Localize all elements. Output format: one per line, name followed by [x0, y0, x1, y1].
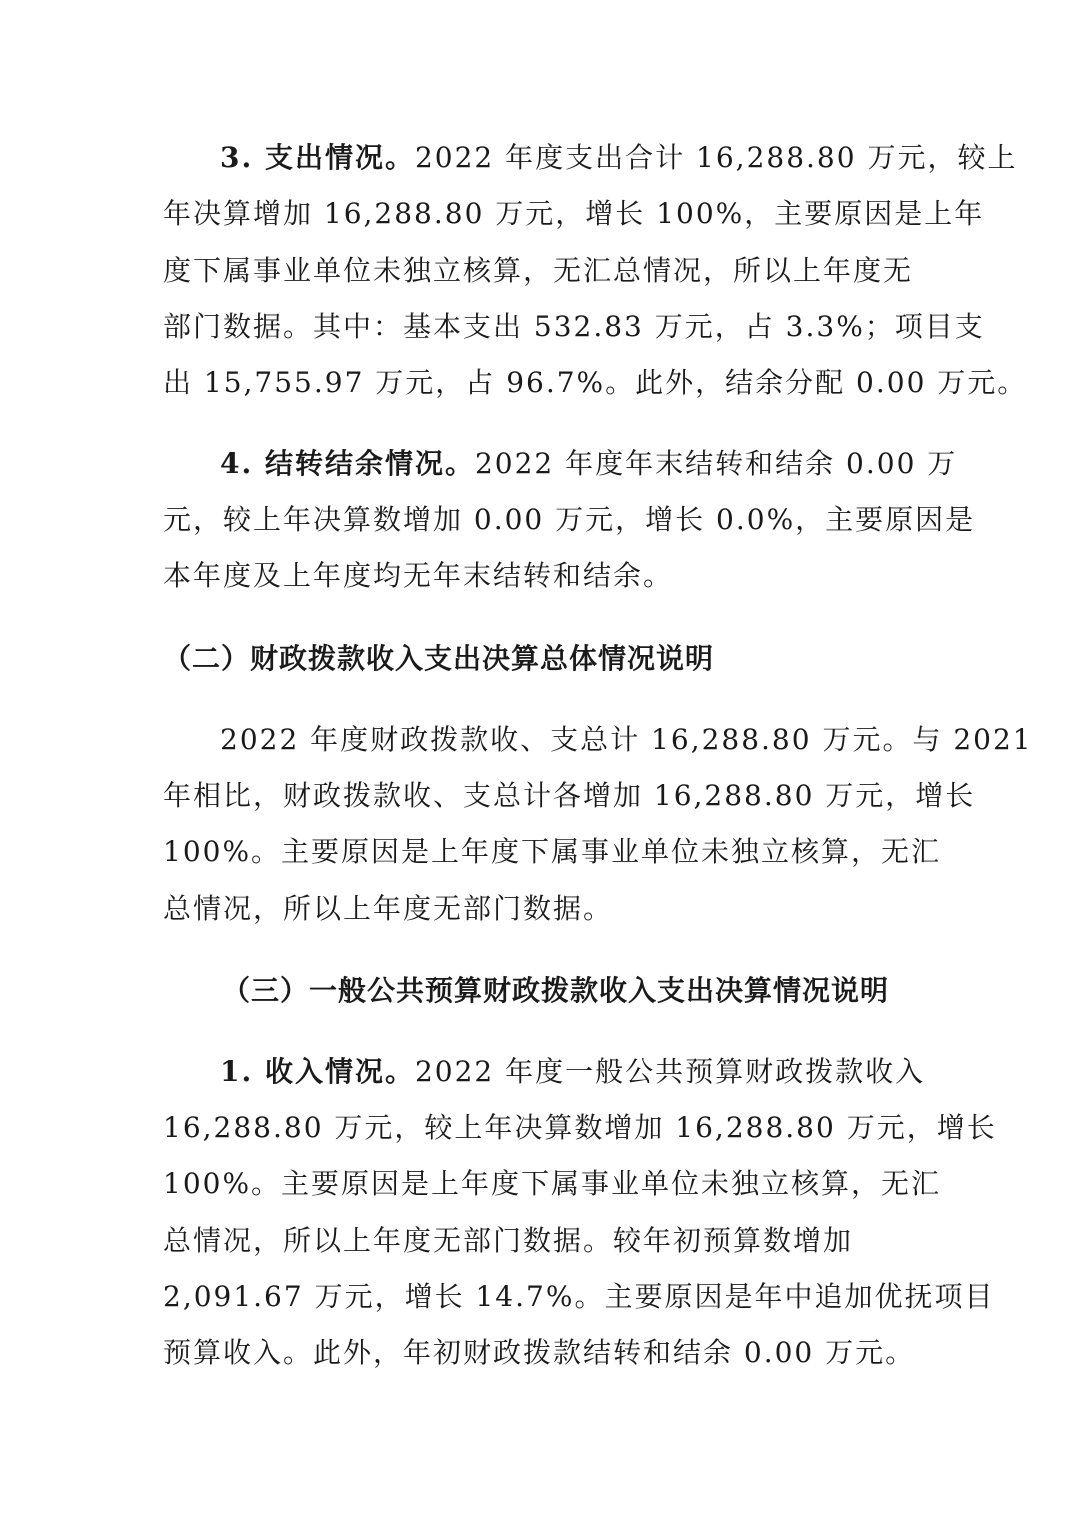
- carryover-line-2: 元，较上年决算数增加 0.00 万元，增长 0.0%，主要原因是: [163, 503, 976, 536]
- income-line-3: 100%。主要原因是上年度下属事业单位未独立核算，无汇: [163, 1167, 942, 1200]
- fiscal-overall-line-4: 总情况，所以上年度无部门数据。: [163, 892, 614, 925]
- carryover-text-1: 2022 年度年末结转和结余 0.00 万: [474, 447, 958, 480]
- income-line-1: [220, 1052, 925, 1092]
- expenditure-text-1: 2022 年度支出合计 16,288.80 万元，较上: [414, 141, 1018, 174]
- income-line-6: 预算收入。此外，年初财政拨款结转和结余 0.00 万元。: [163, 1336, 916, 1369]
- expenditure-line-1: [220, 138, 1017, 178]
- income-label: 1. 收入情况。: [220, 1055, 415, 1088]
- expenditure-line-3: 度下属事业单位未独立核算，无汇总情况，所以上年度无: [163, 254, 914, 287]
- expenditure-line-5: 出 15,755.97 万元，占 96.7%。此外，结余分配 0.00 万元。: [163, 366, 1028, 399]
- fiscal-overall-line-2: 年相比，财政拨款收、支总计各增加 16,288.80 万元，增长: [163, 779, 976, 812]
- fiscal-overall-line-1: 2022 年度财政拨款收、支总计 16,288.80 万元。与 2021: [220, 723, 1033, 756]
- heading-general-budget: （三）一般公共预算财政拨款收入支出决算情况说明: [222, 974, 890, 1007]
- income-line-2: 16,288.80 万元，较上年决算数增加 16,288.80 万元，增长: [163, 1111, 997, 1144]
- heading-fiscal-overall: （二）财政拨款收入支出决算总体情况说明: [163, 642, 715, 675]
- expenditure-line-4: 部门数据。其中：基本支出 532.83 万元，占 3.3%；项目支: [163, 310, 985, 343]
- carryover-label: 4. 结转结余情况。: [220, 447, 475, 480]
- income-text-1: 2022 年度一般公共预算财政拨款收入: [414, 1055, 926, 1088]
- income-line-5: 2,091.67 万元，增长 14.7%。主要原因是年中追加优抚项目: [163, 1280, 995, 1313]
- carryover-line-3: 本年度及上年度均无年末结转和结余。: [163, 559, 674, 592]
- income-line-4: 总情况，所以上年度无部门数据。较年初预算数增加: [163, 1224, 854, 1257]
- carryover-line-1: [220, 444, 957, 484]
- expenditure-line-2: 年决算增加 16,288.80 万元，增长 100%，主要原因是上年: [163, 197, 985, 230]
- fiscal-overall-line-3: 100%。主要原因是上年度下属事业单位未独立核算，无汇: [163, 835, 942, 868]
- expenditure-label: 3. 支出情况。: [220, 141, 415, 174]
